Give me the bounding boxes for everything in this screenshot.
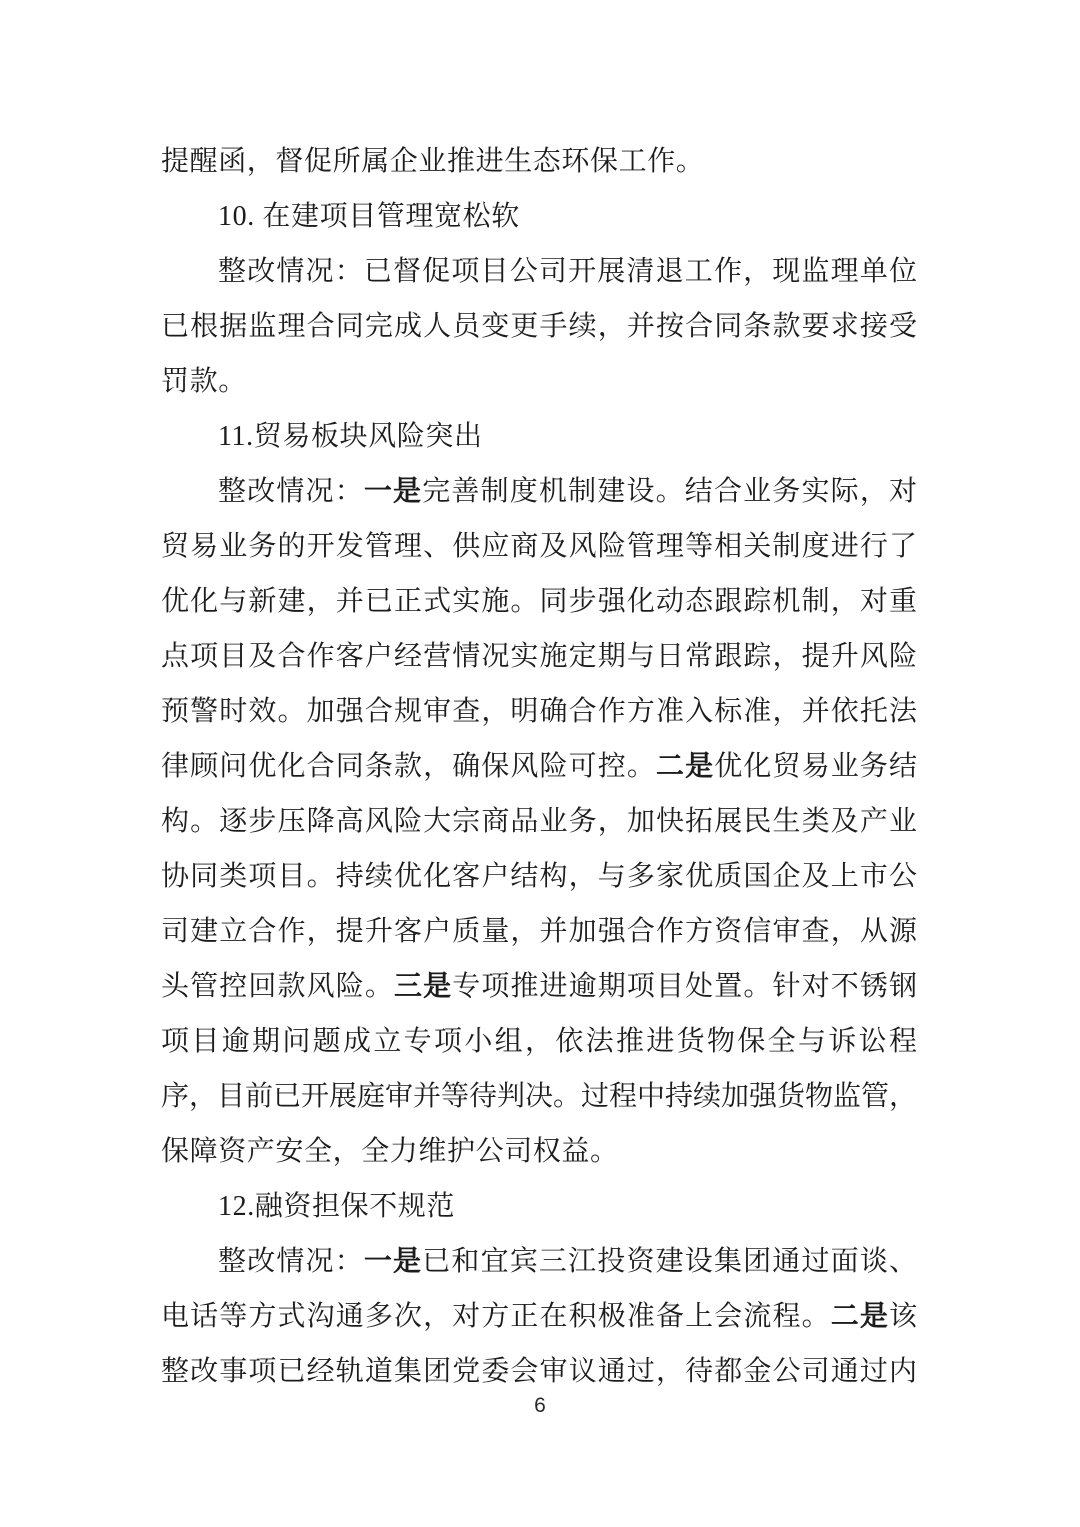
text-line [161, 1124, 917, 1179]
text-run: 预警时效。加强合规审查，明确合作方准入标准，并依托法 [161, 696, 917, 727]
text-line [161, 684, 917, 739]
text-line [161, 794, 917, 849]
text-run: 构。逐步压降高风险大宗商品业务，加快拓展民生类及产业 [161, 806, 917, 837]
text-run: 项目逾期问题成立专项小组，依法推进货物保全与诉讼程 [161, 1026, 917, 1057]
text-line [161, 1234, 917, 1289]
text-line [161, 574, 917, 629]
text-run: 头管控回款风险。 [161, 971, 394, 1002]
text-line [161, 1014, 917, 1069]
text-run: 整改情况： [218, 1246, 364, 1277]
text-run: 序，目前已开展庭审并等待判决。过程中持续加强货物监管， [161, 1081, 918, 1112]
text-run: 保障资产安全，全力维护公司权益。 [161, 1136, 619, 1167]
text-run: 整改情况：已督促项目公司开展清退工作，现监理单位 [218, 256, 917, 287]
text-run: 专项推进逾期项目处置。针对不锈钢 [452, 971, 917, 1002]
text-run: 罚款。 [161, 366, 247, 397]
text-run: 整改情况： [218, 476, 364, 507]
text-run: 贸易业务的开发管理、供应商及风险管理等相关制度进行了 [161, 531, 917, 562]
text-run: 10. 在建项目管理宽松软 [218, 201, 520, 232]
text-line [161, 629, 917, 684]
emphasis-text-run: 二是 [830, 1301, 889, 1332]
text-run: 已根据监理合同完成人员变更手续，并按合同条款要求接受 [161, 311, 917, 342]
text-line [161, 1069, 917, 1124]
text-line [161, 1289, 917, 1344]
text-run: 完善制度机制建设。结合业务实际，对 [422, 476, 917, 507]
emphasis-text-run: 三是 [393, 971, 453, 1002]
text-line [161, 1344, 917, 1399]
emphasis-text-run: 二是 [656, 751, 715, 782]
text-run: 协同类项目。持续优化客户结构，与多家优质国企及上市公 [161, 861, 917, 892]
text-run: 提醒函，督促所属企业推进生态环保工作。 [161, 146, 705, 177]
text-line [161, 464, 917, 519]
text-line [161, 519, 917, 574]
text-run: 该 [888, 1301, 917, 1332]
text-line [161, 849, 917, 904]
text-line [161, 959, 917, 1014]
document-body [161, 134, 917, 1399]
text-run: 12.融资担保不规范 [218, 1191, 456, 1222]
text-line [161, 354, 917, 409]
text-run: 已和宜宾三江投资建设集团通过面谈、 [422, 1246, 917, 1277]
text-line [161, 739, 917, 794]
section-heading-line [161, 189, 917, 244]
text-line [161, 299, 917, 354]
text-run: 整改事项已经轨道集团党委会审议通过，待都金公司通过内 [161, 1356, 917, 1387]
text-line [161, 904, 917, 959]
text-run: 司建立合作，提升客户质量，并加强合作方资信审查，从源 [161, 916, 917, 947]
text-line [161, 244, 917, 299]
text-run: 11.贸易板块风险突出 [218, 421, 483, 452]
emphasis-text-run: 一是 [363, 476, 423, 507]
text-run: 电话等方式沟通多次，对方正在积极准备上会流程。 [161, 1301, 831, 1332]
text-run: 律顾问优化合同条款，确保风险可控。 [161, 751, 657, 782]
page-number: 6 [534, 1394, 546, 1417]
text-run: 优化与新建，并已正式实施。同步强化动态跟踪机制，对重 [161, 586, 917, 617]
section-heading-line [161, 409, 917, 464]
text-line [161, 134, 917, 189]
text-run: 优化贸易业务结 [714, 751, 917, 782]
section-heading-line [161, 1179, 917, 1234]
emphasis-text-run: 一是 [363, 1246, 423, 1277]
text-run: 点项目及合作客户经营情况实施定期与日常跟踪，提升风险 [161, 641, 917, 672]
